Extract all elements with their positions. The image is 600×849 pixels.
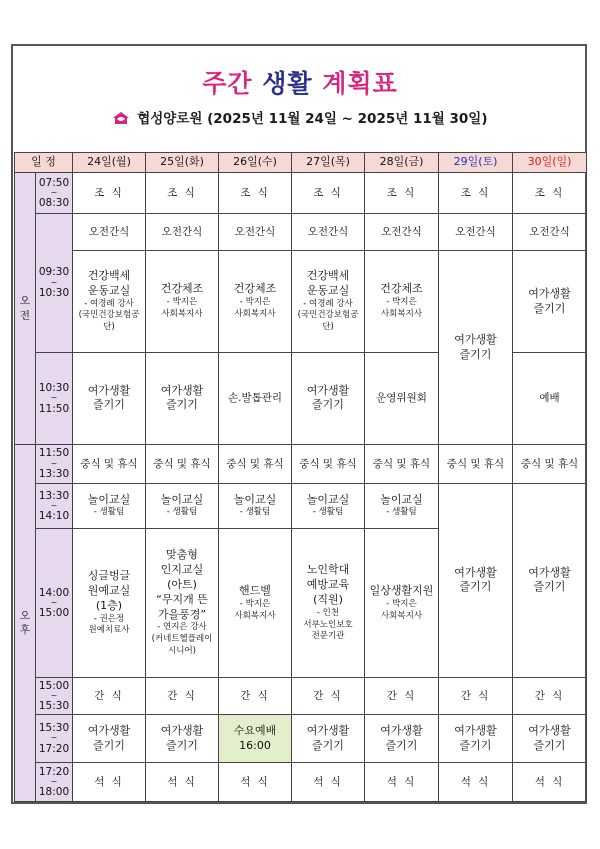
- activity-title: 여가생활: [454, 332, 497, 346]
- snack-cell: 오전간식: [365, 213, 439, 251]
- activity-title: 핸드벨: [239, 583, 271, 597]
- schedule-row: [15, 445, 587, 484]
- activity-instructor: - 여경례 강사: [303, 298, 353, 309]
- activity-org: (국민건강보험공단): [297, 310, 359, 333]
- activity-cell: [73, 714, 146, 763]
- meal-cell: 조 식: [73, 173, 146, 214]
- activity-instructor: 서부노인보호: [303, 619, 353, 630]
- header-label: 일 정: [15, 153, 73, 173]
- activity-instructor: - 박지은: [386, 598, 417, 609]
- activity-cell: [292, 483, 365, 529]
- period-char: 오: [19, 609, 31, 622]
- time-sep: ~: [50, 458, 58, 468]
- meal-cell: 석 식: [292, 763, 365, 802]
- time-sep: ~: [50, 500, 58, 510]
- activity-instructor: - 권은정: [93, 613, 125, 624]
- schedule-period: (2025년 11월 24일 ~ 2025년 11월 30일): [207, 111, 488, 127]
- activity-cell: [146, 529, 219, 678]
- activity-title: 여가생활: [380, 723, 423, 737]
- activity-title: 즐기기: [459, 347, 492, 361]
- activity-title: 즐기기: [166, 738, 198, 752]
- time-end: 10:30: [38, 287, 70, 299]
- meal-cell: 중식 및 휴식: [439, 445, 513, 484]
- activity-title: 즐기기: [312, 398, 344, 412]
- time-slot: [36, 173, 73, 214]
- day-header: 28일(금): [365, 153, 439, 173]
- activity-title: 노인학대: [306, 563, 350, 577]
- header-row: [15, 153, 587, 173]
- activity-title: 건강체조: [160, 282, 204, 296]
- activity-title: 여가생활: [306, 383, 350, 397]
- activity-title: (아트): [167, 577, 197, 591]
- meal-cell: 중식 및 휴식: [292, 445, 365, 484]
- activity-title: (1층): [95, 598, 123, 612]
- activity-title: 싱글벙글: [87, 569, 131, 583]
- activity-title: 여가생활: [87, 383, 131, 397]
- activity-title: 즐기기: [533, 301, 566, 315]
- meal-cell: 조 식: [439, 173, 513, 214]
- activity-cell: [219, 251, 292, 352]
- title-word-1: 주간: [202, 69, 253, 98]
- activity-title: 즐기기: [459, 580, 492, 594]
- activity-title: 놀이교실: [87, 492, 131, 506]
- activity-instructor: - 박지은: [239, 598, 271, 609]
- activity-title: 놀이교실: [306, 492, 350, 506]
- activity-title: 건강체조: [380, 282, 423, 296]
- activity-cell: [73, 483, 146, 529]
- snack-cell: 오전간식: [219, 213, 292, 251]
- time-sep: ~: [50, 277, 58, 287]
- activity-title: 예방교육: [306, 577, 350, 591]
- activity-instructor: 시니어): [168, 646, 196, 657]
- activity-instructor: - 박지은: [239, 297, 271, 308]
- time-end: 14:10: [38, 510, 70, 523]
- activity-instructor: - 생활팀: [239, 507, 271, 518]
- meal-cell: 조 식: [513, 173, 587, 214]
- title-word-3: 계획표: [322, 69, 398, 98]
- time-start: 11:50: [38, 447, 70, 460]
- time-end: 11:50: [38, 402, 70, 415]
- activity-cell: [513, 483, 587, 678]
- activity-title: 여가생활: [306, 723, 350, 737]
- activity-title: 즐기기: [312, 738, 344, 752]
- activity-instructor: - 생활팀: [312, 507, 344, 518]
- activity-instructor: - 연지은 강사: [157, 622, 207, 633]
- snack-cell: 간 식: [73, 678, 146, 715]
- time-sep: ~: [50, 733, 58, 743]
- subtitle: [0, 107, 600, 127]
- activity-cell-worship: [219, 714, 292, 763]
- activity-cell: [439, 483, 513, 678]
- day-header: 24일(월): [73, 153, 146, 173]
- snack-cell: 오전간식: [513, 213, 587, 251]
- time-start: 14:00: [38, 586, 70, 599]
- time-end: 17:20: [38, 742, 70, 755]
- meal-cell: 석 식: [439, 763, 513, 802]
- time-sep: ~: [50, 690, 58, 700]
- period-char: 전: [19, 309, 31, 322]
- activity-title: 놀이교실: [160, 492, 204, 506]
- time-start: 17:20: [38, 765, 70, 778]
- activity-cell: 운영위원회: [365, 352, 439, 444]
- activity-title: (직원): [313, 592, 343, 606]
- snack-cell: 오전간식: [292, 213, 365, 251]
- time-start: 09:30: [38, 266, 70, 279]
- period-char: 후: [19, 624, 31, 637]
- activity-cell: [513, 714, 587, 763]
- activity-cell: [292, 529, 365, 678]
- time-end: 08:30: [38, 197, 70, 210]
- meal-cell: 석 식: [513, 763, 587, 802]
- activity-title: 운동교실: [306, 283, 350, 297]
- day-header: 25일(화): [146, 153, 219, 173]
- activity-instructor: 사회복지사: [380, 308, 423, 319]
- snack-cell: 간 식: [439, 678, 513, 715]
- schedule-row: [15, 213, 587, 251]
- activity-cell: [365, 483, 439, 529]
- activity-cell: [146, 251, 219, 352]
- activity-title: 즐기기: [459, 738, 492, 752]
- activity-cell: 예배: [513, 352, 587, 444]
- snack-cell: 오전간식: [146, 213, 219, 251]
- activity-title: 건강백세: [306, 268, 350, 282]
- activity-cell: [292, 352, 365, 444]
- activity-cell: [292, 251, 365, 352]
- activity-cell: [146, 352, 219, 444]
- time-end: 18:00: [38, 786, 70, 799]
- activity-instructor: 사회복지사: [161, 308, 203, 319]
- activity-title: 즐기기: [93, 398, 125, 412]
- meal-cell: 조 식: [365, 173, 439, 214]
- time-sep: ~: [50, 777, 58, 787]
- meal-cell: 조 식: [146, 173, 219, 214]
- activity-instructor: 사회복지사: [380, 610, 423, 621]
- activity-title: 여가생활: [160, 383, 204, 397]
- snack-cell: 간 식: [146, 678, 219, 715]
- meal-cell: 조 식: [292, 173, 365, 214]
- activity-cell: [219, 529, 292, 678]
- schedule-row: [15, 763, 587, 802]
- time-start: 15:30: [38, 722, 70, 735]
- activity-title: 즐기기: [533, 738, 566, 752]
- activity-cell: [73, 352, 146, 444]
- period-char: 오: [19, 295, 31, 308]
- time-slot: [36, 445, 73, 484]
- activity-title: 인지교실: [160, 563, 204, 577]
- meal-cell: 석 식: [219, 763, 292, 802]
- time-slot: [36, 529, 73, 678]
- time-end: 15:00: [38, 607, 70, 620]
- schedule-row: [15, 714, 587, 763]
- activity-cell: [365, 251, 439, 352]
- time-slot: [36, 483, 73, 529]
- snack-cell: 간 식: [292, 678, 365, 715]
- activity-title: 놀이교실: [233, 492, 277, 506]
- activity-instructor: 사회복지사: [234, 308, 276, 319]
- activity-title: 여가생활: [528, 723, 571, 737]
- activity-title: 건강백세: [87, 268, 131, 282]
- activity-cell: [146, 714, 219, 763]
- time-slot: [36, 213, 73, 352]
- activity-title: 건강체조: [233, 282, 277, 296]
- meal-cell: 석 식: [365, 763, 439, 802]
- day-header: 26일(수): [219, 153, 292, 173]
- time-start: 07:50: [38, 176, 70, 189]
- meal-cell: 중식 및 휴식: [73, 445, 146, 484]
- meal-cell: 조 식: [219, 173, 292, 214]
- activity-cell: [73, 251, 146, 352]
- time-end: 15:30: [38, 700, 70, 713]
- schedule-row: [15, 173, 587, 214]
- activity-instructor: 사회복지사: [234, 610, 276, 621]
- activity-instructor: - 박지은: [386, 297, 417, 308]
- activity-instructor: - 생활팀: [93, 507, 125, 518]
- activity-title: 원예교실: [87, 583, 131, 597]
- time-sep: ~: [50, 598, 58, 608]
- page-title: [0, 64, 600, 100]
- day-header-sunday: 30일(일): [513, 153, 587, 173]
- activity-cell: [439, 251, 513, 445]
- activity-instructor: - 여경례 강사: [84, 298, 134, 309]
- activity-cell: [73, 529, 146, 678]
- activity-cell: [439, 714, 513, 763]
- activity-cell: [365, 714, 439, 763]
- activity-instructor: - 생활팀: [166, 507, 198, 518]
- activity-instructor: (커네트헬플레이: [151, 634, 213, 645]
- time-sep: ~: [50, 187, 58, 197]
- title-word-2: 생활: [262, 69, 313, 98]
- activity-instructor: - 인천: [316, 607, 340, 618]
- snack-cell: 오전간식: [73, 213, 146, 251]
- schedule-row: [15, 483, 587, 529]
- activity-title: 여가생활: [87, 723, 131, 737]
- day-header-saturday: 29일(토): [439, 153, 513, 173]
- time-slot: [36, 763, 73, 802]
- snack-cell: 간 식: [365, 678, 439, 715]
- org-logo-icon: [112, 111, 130, 125]
- meal-cell: 중식 및 휴식: [365, 445, 439, 484]
- activity-title: 일상생활지원: [369, 583, 434, 597]
- time-slot: [36, 714, 73, 763]
- activity-org: (국민건강보험공단): [78, 310, 140, 333]
- activity-cell: 손.발톱관리: [219, 352, 292, 444]
- activity-title: “무지개 뜬: [156, 592, 208, 606]
- activity-title: 여가생활: [454, 565, 497, 579]
- period-am: [15, 173, 36, 445]
- day-header: 27일(목): [292, 153, 365, 173]
- org-name: 협성양로원: [137, 111, 203, 127]
- activity-instructor: - 박지은: [166, 297, 198, 308]
- schedule-row: [15, 678, 587, 715]
- schedule-table: [14, 152, 587, 802]
- activity-title: 즐기기: [533, 580, 566, 594]
- time-end: 13:30: [38, 467, 70, 480]
- activity-title: 즐기기: [166, 398, 198, 412]
- activity-title: 운동교실: [87, 283, 131, 297]
- activity-title: 수요예배: [233, 723, 277, 737]
- activity-title: 맞춤형: [166, 548, 198, 562]
- meal-cell: 석 식: [73, 763, 146, 802]
- time-start: 15:00: [38, 679, 70, 692]
- snack-cell: 오전간식: [439, 213, 513, 251]
- meal-cell: 중식 및 휴식: [513, 445, 587, 484]
- time-slot: [36, 678, 73, 715]
- activity-cell: [146, 483, 219, 529]
- activity-instructor: 원예치료사: [88, 625, 130, 636]
- activity-title: 가을풍경”: [157, 607, 207, 621]
- activity-title: 여가생활: [454, 723, 497, 737]
- activity-title: 즐기기: [385, 738, 418, 752]
- schedule-row: [15, 251, 587, 352]
- activity-title: 여가생활: [528, 565, 571, 579]
- time-start: 13:30: [38, 489, 70, 502]
- activity-instructor: 전문기관: [311, 631, 345, 642]
- meal-cell: 중식 및 휴식: [146, 445, 219, 484]
- activity-instructor: - 생활팀: [386, 507, 417, 518]
- activity-time: 16:00: [239, 738, 271, 752]
- activity-cell: [365, 529, 439, 678]
- time-start: 10:30: [38, 382, 70, 395]
- activity-cell: [292, 714, 365, 763]
- period-pm: [15, 445, 36, 802]
- snack-cell: 간 식: [219, 678, 292, 715]
- meal-cell: 석 식: [146, 763, 219, 802]
- activity-cell: [219, 483, 292, 529]
- snack-cell: 간 식: [513, 678, 587, 715]
- time-sep: ~: [50, 393, 58, 403]
- activity-cell: [513, 251, 587, 352]
- activity-title: 여가생활: [528, 286, 571, 300]
- activity-title: 즐기기: [93, 738, 125, 752]
- activity-title: 놀이교실: [380, 492, 423, 506]
- activity-title: 여가생활: [160, 723, 204, 737]
- meal-cell: 중식 및 휴식: [219, 445, 292, 484]
- time-slot: [36, 352, 73, 444]
